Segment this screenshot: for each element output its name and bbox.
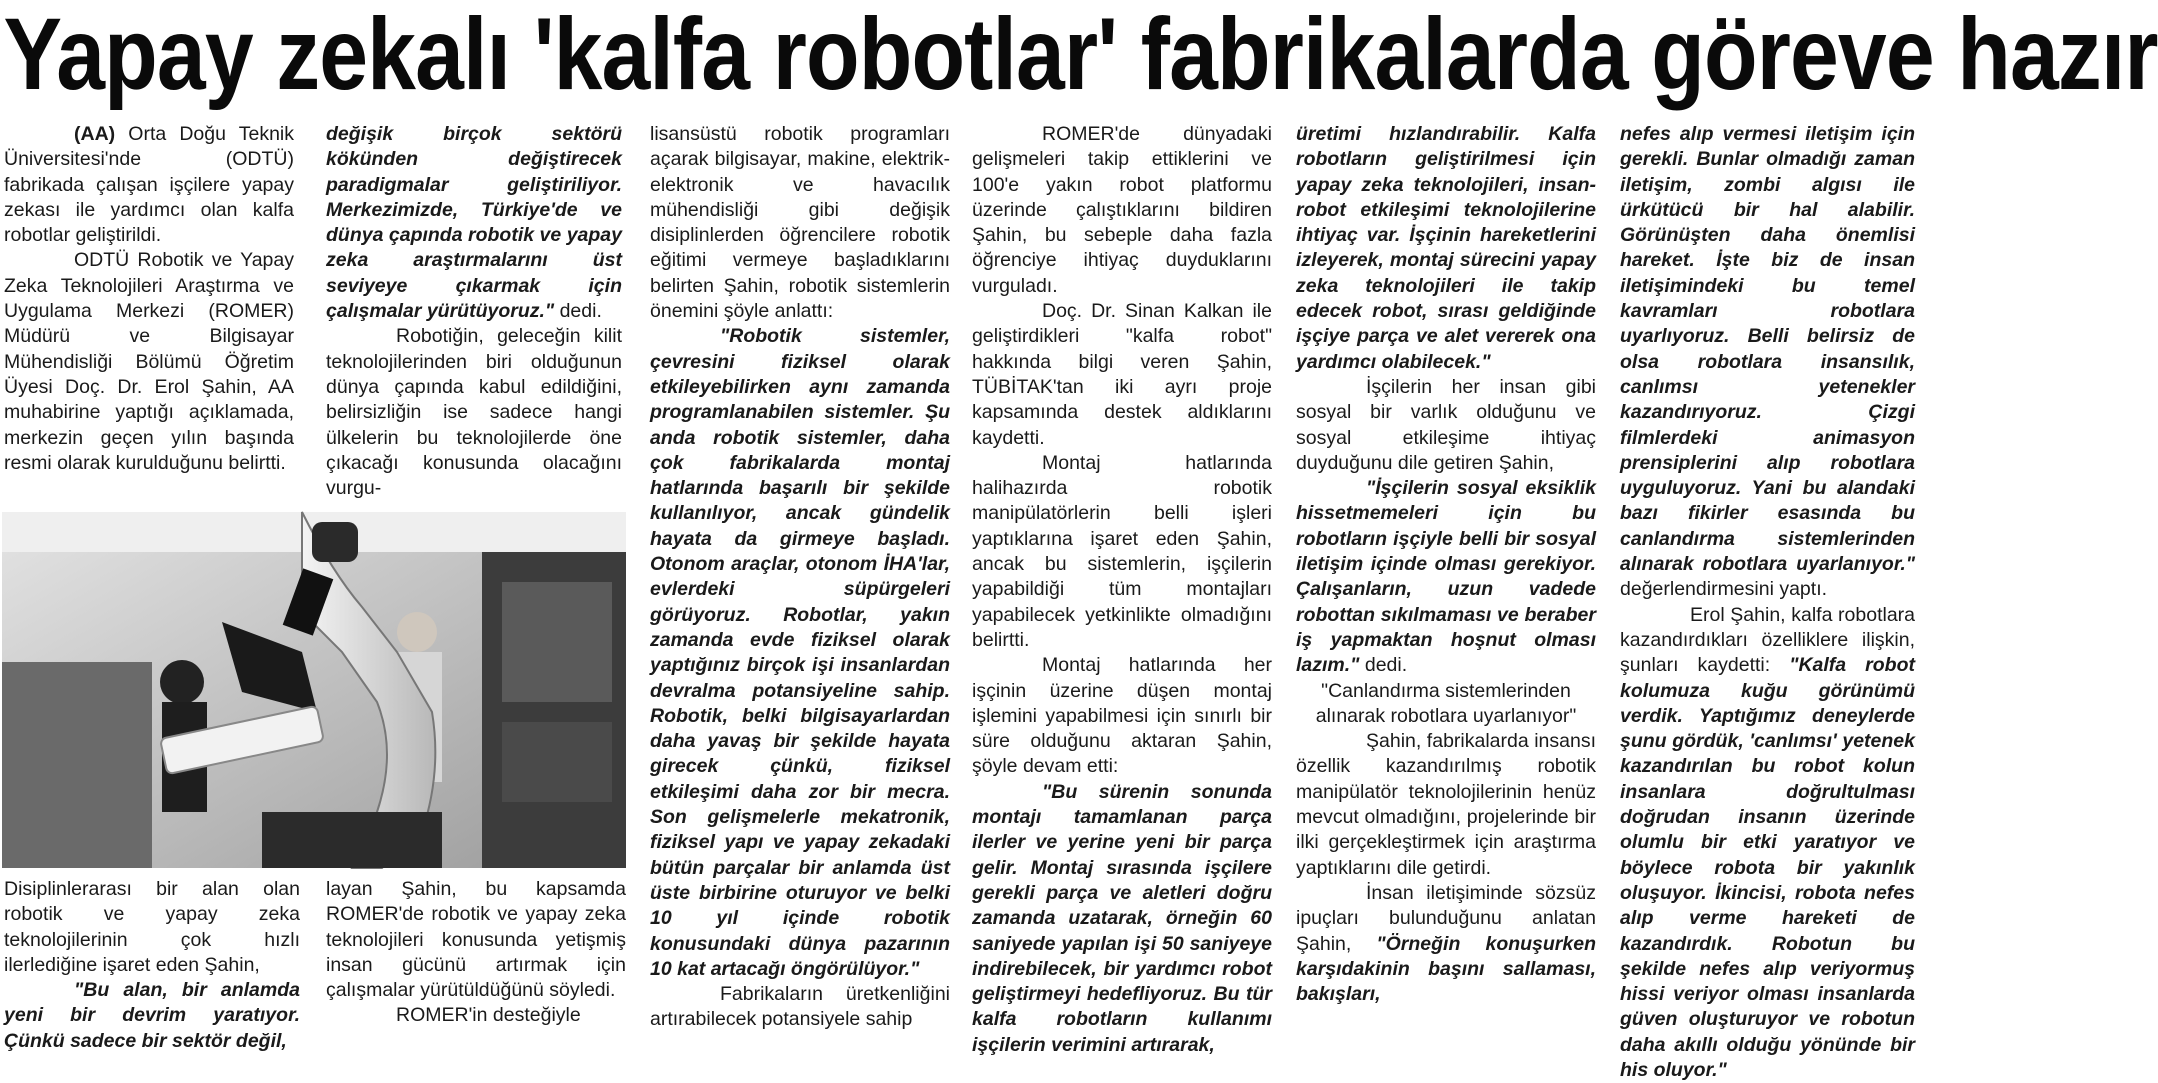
paragraph: layan Şahin, bu kapsamda ROMER'de robotik ve yapay zeka teknolojileri konusunda yetişmiş insan gücünü artırmak için çalışmalar yürütüldüğünü söyledi. xyxy=(326,878,626,1002)
paragraph: ROMER'de dünyadaki gelişmeleri takip ettiklerini ve 100'e yakın robot platformu üzerinde çalıştıklarını bildiren Şahin, bu sebeple daha fazla öğrenciye ihtiyaç duyduklarını vurguladı. xyxy=(972,123,1272,297)
paragraph: "İşçilerin sosyal eksiklik hissetmemeleri için bu robotların işçiyle belli bir sosyal iletişim içinde olması gerekiyor. Çalışanların, uzun vadede robottan sıkılmaması ve beraber iş yapmaktan hoşnut olması lazım." dedi. xyxy=(1296,477,1596,677)
paragraph: İnsan iletişiminde sözsüz ipuçları bulunduğunu anlatan Şahin, "Örneğin konuşurken karşıdakinin başını sallaması, bakışları, xyxy=(1296,881,1596,1006)
paragraph: ROMER'in desteğiyle xyxy=(396,1004,581,1027)
paragraph: üretimi hızlandırabilir. Kalfa robotların geliştirilmesi için yapay zeka teknolojileri, insan-robot etkileşimi teknolojilerine ihtiyaç var. İşçinin hareketlerini izleyerek, montaj sürecini yapay zeka teknolojileri ile takip edecek robot, sırası geldiğinde işçiye parça ve alet vererek ona yardımcı olabilecek." xyxy=(1296,123,1596,373)
paragraph: İşçilerin her insan gibi sosyal bir varlık olduğunu ve sosyal etkileşime ihtiyaç duyduğunu dile getiren Şahin, xyxy=(1296,375,1596,474)
paragraph: Erol Şahin, kalfa robotlara kazandırdıkları özelliklere ilişkin, şunları kaydetti: "Kalfa robot kolumuza kuğu görünümü verdik. Yaptığımız deneylerde şunu gördük, 'canlımsı' yetenek kazandırılan bu robot kolun insanlara doğrultulması doğrudan insanın üzerinde olumlu bir etki yaratıyor ve böylece robota bir yakınlık oluşuyor. İkincisi, robota nefes alıp verme hareketi de kazandırdık. Robotun bu şekilde nefes alıp veriyormuş hissi veriyor olması insanlarda güven oluşturuyor ve robotun daha akıllı olduğu yönünde bir his oluyor." xyxy=(1620,603,1915,1081)
paragraph: lisansüstü robotik programları açarak bilgisayar, makine, elektrik-elektronik ve havacılık mühendisliği gibi değişik disiplinlerden öğrencilere robotik eğitimi vermeye başladıklarını belirten Şahin, robotik sistemlerin önemini şöyle anlattı: xyxy=(650,123,950,323)
paragraph: Robotiğin, geleceğin kilit teknolojilerinden biri olduğunun dünya çapında kabul edildiğini, belirsizliğin ise sadece hangi ülkelerin bu teknolojilerde öne çıkacağı konusunda olacağını vurgu- xyxy=(326,325,622,500)
paragraph: Fabrikaların üretkenliğini artırabilecek potansiyele sahip xyxy=(650,983,950,1031)
paragraph: ODTÜ Robotik ve Yapay Zeka Teknolojileri Araştırma ve Uygulama Merkezi (ROMER) Müdürü ve Bilgisayar Mühendisliği Bölümü Öğretim Üyesi Doç. Dr. Erol Şahin, AA muhabirine yaptığı açıklamada, merkezin geçen yılın başında resmi olarak kurulduğunu belirtti. xyxy=(4,249,294,474)
headline: Yapay zekalı 'kalfa robotlar' fabrikalarda göreve hazır xyxy=(3,0,2158,111)
paragraph: (AA) Orta Doğu Teknik Üniversitesi'nde (ODTÜ) fabrikada çalışan işçilere yapay zekası ile yardımcı olan kalfa robotlar geliştirildi. xyxy=(4,123,294,247)
article-column-4 xyxy=(972,122,1272,1056)
paragraph: Disiplinlerarası bir alan olan robotik ve yapay zeka teknolojilerinin çok hızlı ilerlediğine işaret eden Şahin, xyxy=(4,878,300,976)
article-column-6 xyxy=(1620,122,1915,1081)
article-column-3 xyxy=(650,122,950,1048)
paragraph: Şahin, fabrikalarda insansı özellik kazandırılmış robotik manipülatör teknolojilerinin henüz mevcut olmadığını, projelerinde bir ilki gerçekleştirmek için araştırma yaptıklarını dile getirdi. xyxy=(1296,730,1596,879)
article-column-5 xyxy=(1296,122,1596,1048)
paragraph: değişik birçok sektörü kökünden değiştirecek paradigmalar geliştiriliyor. Merkezimizde, Türkiye'de ve dünya çapında robotik ve yapay zeka araştırmalarını üst seviyeye çıkarmak için çalışmalar yürütüyoruz." dedi. xyxy=(326,123,622,323)
robot-arm-photo xyxy=(2,512,626,868)
article-column-1-bottom xyxy=(4,877,300,1052)
article-column-1-top xyxy=(4,122,294,500)
paragraph: nefes alıp vermesi iletişim için gerekli. Bunlar olmadığı zaman iletişim, zombi algısı ile ürkütücü bir hal alabilir. Görünüşten daha önemlisi hareket. İşte biz de insan iletişimindeki bu temel kavramları robotlara uyarlıyoruz. Belli belirsiz de olsa robotlara insansılık, canlımsı yetenekler kazandırıyoruz. Çizgi filmlerdeki animasyon prensiplerini alıp robotlara uyguluyoruz. Yani bu alandaki bazı fikirler esasında bu canlandırma sistemlerinden alınarak robotlara uyarlanıyor." değerlendirmesini yaptı. xyxy=(1620,123,1915,601)
paragraph: Doç. Dr. Sinan Kalkan ile geliştirdikleri "kalfa robot" hakkında bilgi veren Şahin, TÜBİTAK'tan iki ayrı proje kapsamında destek aldıklarını kaydetti. xyxy=(972,300,1272,449)
paragraph: "Robotik sistemler, çevresini fiziksel olarak etkileyebilirken aynı zamanda programlanabilen sistemler. Şu anda robotik sistemler, daha çok fabrikalarda montaj hatlarında başarılı bir şekilde kullanılıyor, ancak gündelik hayata da girmeye başladı. Otonom araçlar, otonom İHA'lar, evlerdeki süpürgeleri görüyoruz. Robotlar, yakın zamanda evde fiziksel olarak yaptığınız birçok işi insanlardan devralma potansiyeline sahip. Robotik, belki bilgisayarlardan daha yavaş bir şekilde hayata girecek çünkü, fiziksel etkileşimi daha zor bir mecra. Son gelişmelerle mekatronik, fiziksel yapı ve yapay zekadaki bütün parçalar bir anlamda üst üste birbirine oturuyor ve belki 10 yıl içinde robotik konusundaki dünya pazarının 10 kat artacağı öngörülüyor." xyxy=(650,325,950,980)
paragraph: "Bu sürenin sonunda montajı tamamlanan parça ilerler ve yerine yeni bir parça gelir. Montaj sırasında işçilere gerekli parça ve aletleri doğru zamanda uzatarak, örneğin 60 saniyede yapılan işi 50 saniyeye indirebilecek, bir yardımcı robot geliştirmeyi hedefliyoruz. Bu tür kalfa robotların kullanımı işçilerin verimini artırarak, xyxy=(972,780,1272,1056)
paragraph: "Canlandırma sistemlerinden alınarak robotlara uyarlanıyor" xyxy=(1315,679,1577,727)
article-column-2-top xyxy=(326,122,622,500)
paragraph: Montaj hatlarında halihazırda robotik manipülatörlerin belli işleri yaptıklarına işaret eden Şahin, ancak bu sistemlerin, işçilerin yapabildiği tüm montajları yapabilecek yetkinlikte olmadığını belirtti. xyxy=(972,451,1272,651)
article-column-2-bottom xyxy=(326,877,626,1049)
paragraph: "Bu alan, bir anlamda yeni bir devrim yaratıyor. Çünkü sadece bir sektör değil, xyxy=(4,979,300,1052)
paragraph: Montaj hatlarında her işçinin üzerine düşen montaj işlemini yapabilmesi için sınırlı bir süre olduğunu aktaran Şahin, şöyle devam etti: xyxy=(972,654,1272,778)
